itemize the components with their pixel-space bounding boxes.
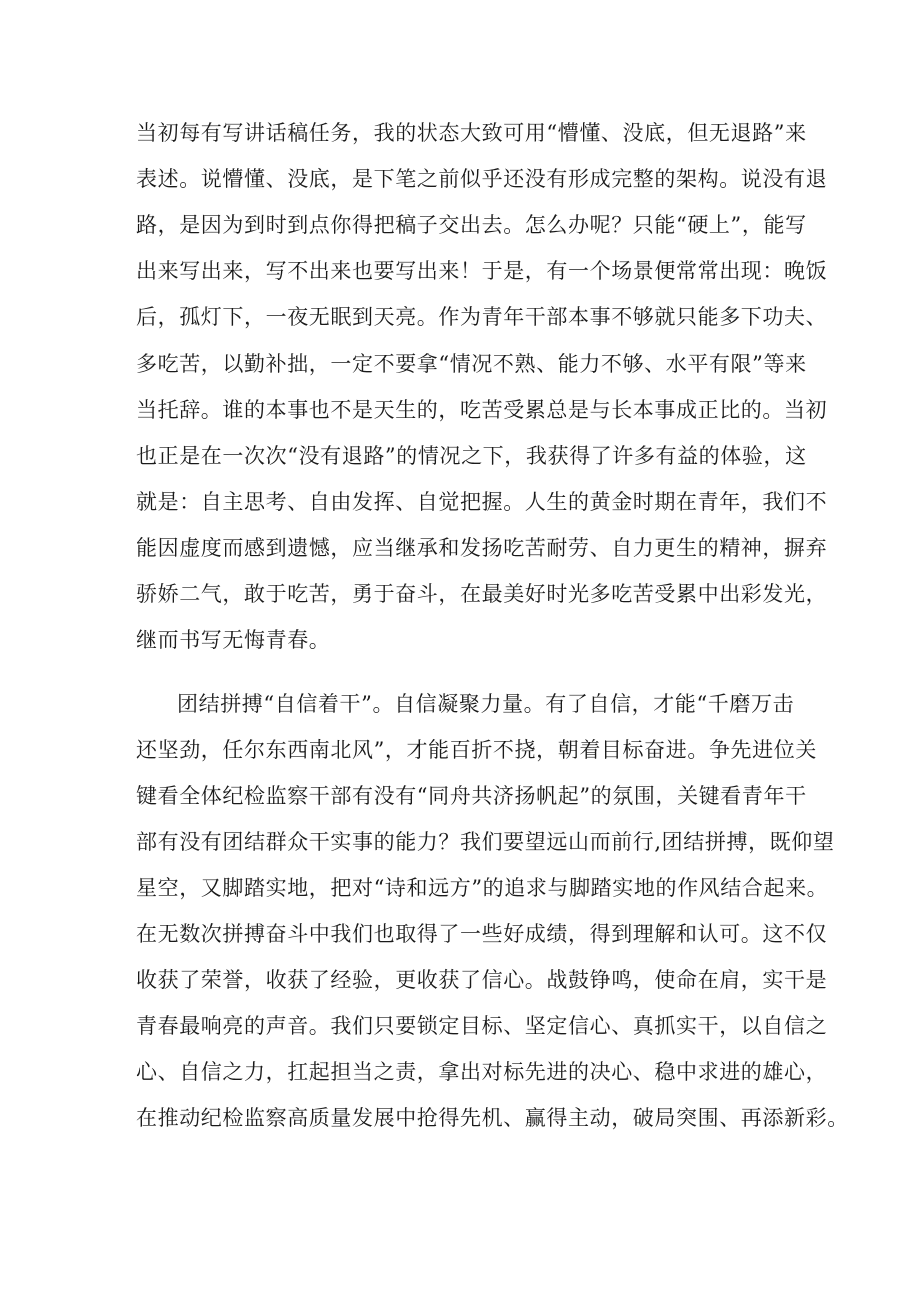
text-line: 心、自信之力，扛起担当之责，拿出对标先进的决心、稳中求进的雄心， [136,1060,828,1084]
text-line: 在推动纪检监察高质量发展中抢得先机、赢得主动，破局突围、再添新彩。 [136,1106,849,1130]
text-line: 骄娇二气，敢于吃苦，勇于奋斗，在最美好时光多吃苦受累中出彩发光， [136,582,828,606]
text-line: 键看全体纪检监察干部有没有“同舟共济扬帆起”的氛围，关键看青年干 [136,784,807,808]
text-line: 表述。说懵懂、没底，是下笔之前似乎还没有形成完整的架构。说没有退 [136,167,828,191]
text-line: 部有没有团结群众干实事的能力？我们要望远山而前行,团结拼搏，既仰望 [136,830,835,854]
text-line: 能因虚度而感到遗憾，应当继承和发扬吃苦耐劳、自力更生的精神，摒弃 [136,536,828,560]
text-line: 路，是因为到时到点你得把稿子交出去。怎么办呢？只能“硬上”，能写 [136,213,807,237]
text-line: 在无数次拼搏奋斗中我们也取得了一些好成绩，得到理解和认可。这不仅 [136,922,828,946]
text-line: 青春最响亮的声音。我们只要锁定目标、坚定信心、真抓实干，以自信之 [136,1014,828,1038]
text-line: 出来写出来，写不出来也要写出来！于是，有一个场景便常常出现：晚饭 [136,259,828,283]
text-line: 当初每有写讲话稿任务，我的状态大致可用“懵懂、没底，但无退路”来 [136,121,807,145]
text-line: 后，孤灯下，一夜无眠到天亮。作为青年干部本事不够就只能多下功夫、 [136,305,828,329]
text-line: 也正是在一次次“没有退路”的情况之下，我获得了许多有益的体验，这 [136,444,807,468]
text-line: 还坚劲，任尔东西南北风”，才能百折不挠，朝着目标奋进。争先进位关 [136,738,817,762]
text-line: 多吃苦，以勤补拙，一定不要拿“情况不熟、能力不够、水平有限”等来 [136,352,807,376]
text-line: 收获了荣誉，收获了经验，更收获了信心。战鼓铮鸣，使命在肩，实干是 [136,968,828,992]
text-line: 当托辞。谁的本事也不是天生的，吃苦受累总是与长本事成正比的。当初 [136,398,828,422]
text-line: 就是：自主思考、自由发挥、自觉把握。人生的黄金时期在青年，我们不 [136,490,828,514]
text-line: 星空，又脚踏实地，把对“诗和远方”的追求与脚踏实地的作风结合起来。 [136,876,829,900]
text-line: 继而书写无悔青春。 [136,628,331,652]
text-line: 团结拼搏“自信着干”。自信凝聚力量。有了自信，才能“千磨万击 [177,692,795,716]
